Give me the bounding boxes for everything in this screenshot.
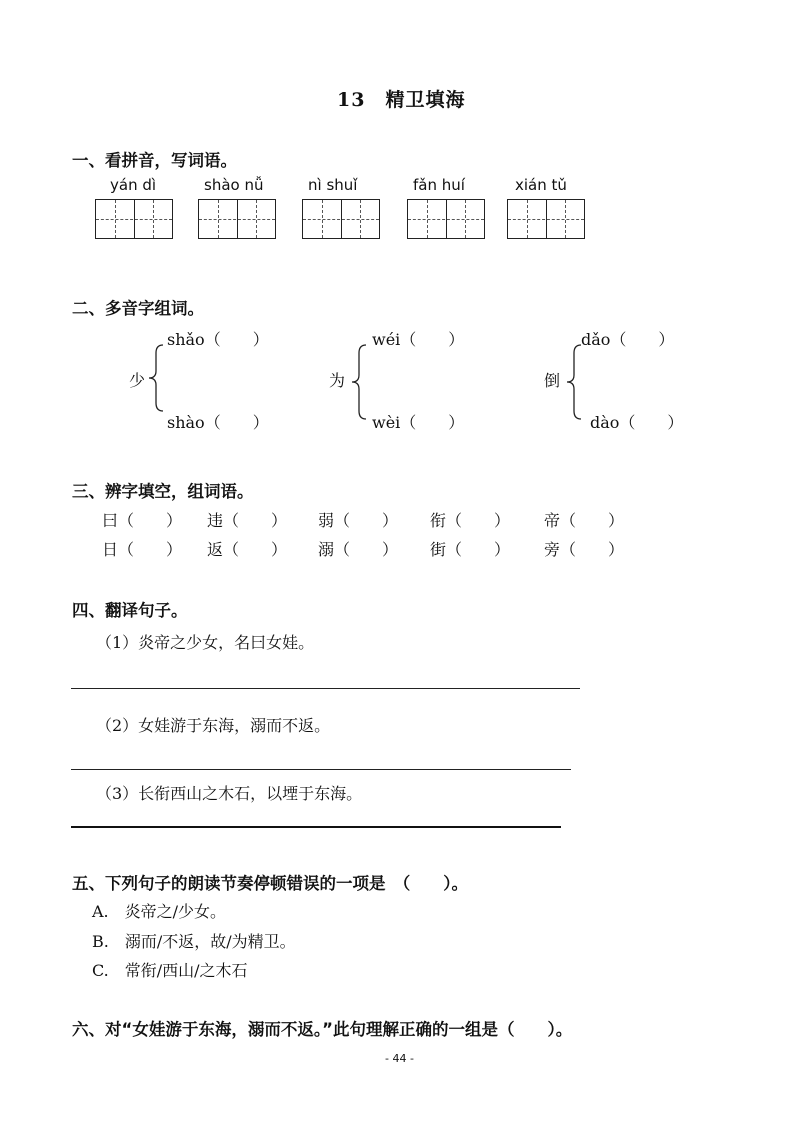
option-a[interactable]: A. 炎帝之/少女。 (92, 902, 227, 921)
section-3-heading: 三、辨字填空，组词语。 (72, 482, 254, 501)
brace-icon (565, 343, 585, 421)
writing-grid-box[interactable] (302, 199, 380, 239)
polyphone-char: 少 (129, 371, 146, 390)
writing-grid-box[interactable] (407, 199, 485, 239)
char-fill-item: 帝（ ） (544, 511, 625, 530)
brace-icon (350, 343, 370, 421)
answer-line[interactable] (71, 688, 580, 689)
answer-line[interactable] (71, 769, 571, 770)
char-fill-item: 日（ ） (102, 540, 183, 559)
translate-sentence: （3）长衔西山之木石，以堙于东海。 (96, 784, 363, 803)
page-number: - 44 - (385, 1052, 414, 1065)
polyphone-char: 为 (329, 371, 346, 390)
char-fill-item: 返（ ） (207, 540, 288, 559)
page-title: 13 精卫填海 (337, 89, 466, 111)
writing-grid-box[interactable] (507, 199, 585, 239)
writing-grid-box[interactable] (198, 199, 276, 239)
char-fill-item: 弱（ ） (318, 511, 399, 530)
answer-line[interactable] (71, 826, 561, 828)
translate-sentence: （2）女娃游于东海，溺而不返。 (96, 716, 331, 735)
section-4-heading: 四、翻译句子。 (72, 601, 188, 620)
pinyin-label: yán dì (110, 176, 157, 194)
polyphone-bottom: shào（ ） (167, 413, 269, 432)
section-2-heading: 二、多音字组词。 (72, 299, 204, 318)
char-fill-item: 衔（ ） (430, 511, 511, 530)
brace-icon (147, 343, 167, 413)
char-fill-item: 街（ ） (430, 540, 511, 559)
pinyin-label: fǎn huí (413, 176, 465, 194)
option-c[interactable]: C. 常衔/西山/之木石 (92, 961, 248, 980)
polyphone-bottom: dào（ ） (590, 413, 684, 432)
pinyin-label: xián tǔ (515, 176, 567, 194)
section-1-heading: 一、看拼音，写词语。 (72, 151, 237, 170)
polyphone-top: dǎo（ ） (581, 330, 675, 349)
char-fill-item: 溺（ ） (318, 540, 399, 559)
polyphone-bottom: wèi（ ） (372, 413, 465, 432)
polyphone-char: 倒 (544, 371, 561, 390)
pinyin-label: nì shuǐ (308, 176, 358, 194)
translate-sentence: （1）炎帝之少女，名曰女娃。 (96, 633, 315, 652)
char-fill-item: 违（ ） (207, 511, 288, 530)
option-b[interactable]: B. 溺而/不返，故/为精卫。 (92, 932, 296, 951)
char-fill-item: 曰（ ） (102, 511, 183, 530)
section-6-heading: 六、对“女娃游于东海，溺而不返。”此句理解正确的一组是（ ）。 (72, 1020, 573, 1039)
pinyin-label: shào nǚ (204, 176, 264, 194)
polyphone-top: shǎo（ ） (167, 330, 269, 349)
char-fill-item: 旁（ ） (544, 540, 625, 559)
section-5-heading: 五、下列句子的朗读节奏停顿错误的一项是 （ ）。 (72, 874, 468, 893)
polyphone-top: wéi（ ） (372, 330, 465, 349)
writing-grid-box[interactable] (95, 199, 173, 239)
